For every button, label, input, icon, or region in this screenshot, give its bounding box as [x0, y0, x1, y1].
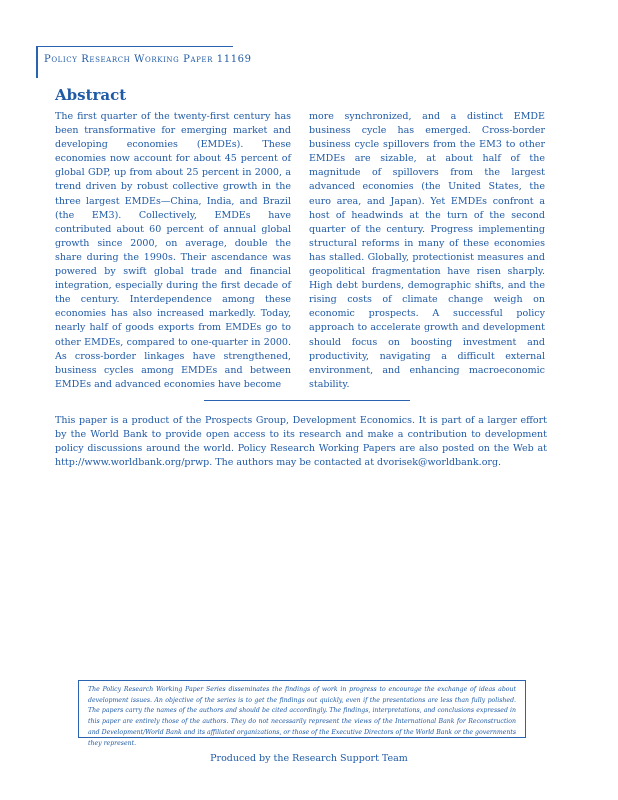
footer-credit: Produced by the Research Support Team	[210, 753, 408, 764]
abstract-column-left: The first quarter of the twenty-first century has been transformative for emerging market and developing economies (EMDEs). These economies now account for about 45 percent of global GDP, up from about 25 percent in 2000, a trend driven by robust collective growth in the three largest EMDEs—China, India, and Brazil (the EM3). Collectively, EMDEs have contributed about 60 percent of annual global growth since 2000, on average, double the share during the 1990s. Their ascendance was powered by swift global trade and financial integration, especially during the first decade of the century. Interdependence among these economies has also increased markedly. Today, nearly half of goods exports from EMDEs go to other EMDEs, compared to one-quarter in 2000. As cross-border linkages have strengthened, business cycles among EMDEs and between EMDEs and advanced economies have become	[55, 111, 291, 390]
disclaimer-box	[78, 680, 526, 747]
abstract-heading: Abstract	[55, 86, 127, 104]
disclaimer-text: The Policy Research Working Paper Series disseminates the findings of work in progress to encourage the exchange of ideas about development issues. An objective of the series is to get the findings out quickly, even if the presentations are less than fully polished. The papers carry the names of the authors and should be cited accordingly. The findings, interpretations, and conclusions expressed in this paper are entirely those of the authors. They do not necessarily represent the views of the International Bank for Reconstruction and Development/World Bank and its affiliated organizations, or those of the Executive Directors of the World Bank or the governments they represent.	[88, 686, 516, 747]
section-divider	[204, 400, 410, 401]
series-rule-vertical	[36, 46, 38, 78]
series-title: Policy Research Working Paper 11169	[44, 54, 252, 65]
abstract-column-right: more synchronized, and a distinct EMDE business cycle has emerged. Cross-border business cycle spillovers from the EM3 to other EMDEs are sizable, at about half of the magnitude of spillovers from the largest advanced economies (the United States, the euro area, and Japan). Yet EMDEs confront a host of headwinds at the turn of the second quarter of the century. Progress implementing structural reforms in many of these economies has stalled. Globally, protectionist measures and geopolitical fragmentation have risen sharply. High debt burdens, demographic shifts, and the rising costs of climate change weigh on economic prospects. A successful policy approach to accelerate growth and development should focus on boosting investment and productivity, navigating a difficult external environment, and enhancing macroeconomic stability.	[309, 111, 545, 390]
product-note: This paper is a product of the Prospects Group, Development Economics. It is part of a larger effort by the World Bank to provide open access to its research and make a contribution to development policy discussions around the world. Policy Research Working Papers are also posted on the Web at http://www.worldbank.org/prwp. The authors may be contacted at dvorisek@worldbank.org.	[55, 415, 547, 469]
series-rule-horizontal	[36, 46, 233, 47]
